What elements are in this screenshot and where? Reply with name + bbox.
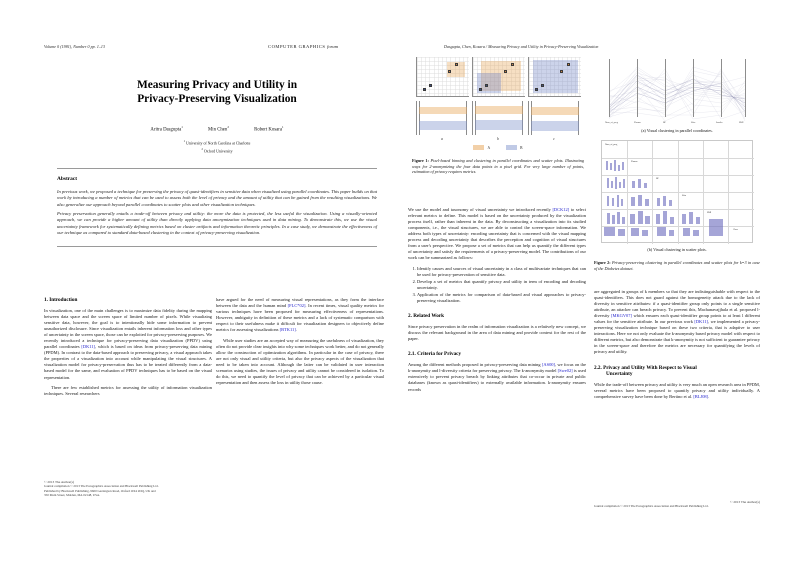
col2-paragraph-2: While user studies are an accepted way of measuring the usefulness of visualization, they often do not provide clear insights into why some techniques work better, and do not generally allow the construction of optimization algorithms. In particular in the case of privacy, there are not only visual and utility criteria, but also the privacy aspects of the visualization that need to be taken into account. Although the latter can be validated in user interaction scenarios using studies, the issues of privacy and utility cannot be considered in isolation. To do this, we need to quantify the level of privacy that can be achieved by a particular visual representation and then assess the loss in utility those cause. [216,337,384,386]
splom-mark [696,217,700,224]
splom-mark [611,181,613,188]
splom-mark [638,211,643,224]
journal-name-main: COMPUTER GRAPHICS [268,44,326,49]
pc-axis [721,59,722,117]
legend-swatch-icon [506,145,517,150]
figure-2-label: Figure 2: [594,260,611,265]
author-affil-mark: 1 [281,125,284,129]
splom-mark [618,165,620,171]
figure-1-caption [412,158,584,175]
heading-introduction: 1. Introduction [44,297,78,303]
splom-mark [619,182,621,188]
figure-1-panel-label: c [553,137,555,141]
abstract-paragraph: In previous work, we proposed a technique for preserving the privacy of quasi-identifiers in sensitive data when visualized using parallel coordinates. This paper builds on that work by introducing a number of metrics that can be used to assess both the level of privacy and the amount of utility that can be gained from the resulting visualizations. We also generalize our approach beyond parallel coordinates to scatter plots and other visualization techniques. [57,189,377,207]
splom-mark [622,162,624,170]
splom-axis-label: Plasma [631,161,638,163]
pc-axis-label: BP [663,122,666,124]
figure-1-panel-a [416,57,469,141]
cluster-ribbon-blue [475,120,523,130]
splom-axis-label: BP [656,178,659,180]
heading-criteria-for-privacy: 2.1. Criteria for Privacy [408,351,462,358]
data-point [567,63,570,66]
affiliation-list [44,139,390,154]
column-four [594,289,760,404]
column-one [44,297,212,402]
abstract-heading: Abstract [57,176,78,182]
splom-mark [669,200,672,206]
splom-mark [689,212,693,224]
figure-2 [594,57,760,271]
splom-mark [618,229,625,236]
parallel-coordinates-c [528,101,581,135]
data-point [448,70,451,73]
cluster-ribbon-orange [475,106,523,114]
footer-line: Published by Blackwell Publishing, 9600 Garsington Road, Oxford OX4 2DQ, UK and [44,488,156,493]
figure-2-caption-text: Privacy-preserving clustering in parallel coordinates and scatter plots for k=3 in case of the Diabetes dataset. [594,260,760,271]
splom-mark [656,214,660,224]
criteria-paragraph [408,362,586,392]
splom-mark [621,199,623,206]
criteria-text-c: is used extensively to prevent privacy breach by linking attributes that co-occur in private and public databases (known as quasi-identifiers) to externally available information. k-anonymity ensures records [408,368,586,392]
splom-mark [604,227,615,236]
splom-mark [623,179,625,188]
citation-btk11[interactable]: [BTK11] [279,327,296,333]
pc-axis [693,59,694,117]
citation-swe02[interactable]: [Swe02] [557,368,573,374]
parallel-coordinates-a [416,101,469,135]
data-point [423,88,426,91]
splom-mark [644,183,647,188]
splom-mark [606,161,608,170]
splom-mark [657,227,666,236]
splom-mark [638,195,642,206]
journal-volume-line: Volume 0 (1981), Number 0 pp. 1–13 [44,44,106,49]
abstract-paragraph: Privacy preservation generally entails a trade-off between privacy and utility: the more the data is protected, the less useful the visualization. Using a visually-oriented approach, we can provide a higher amount of utility than directly applying data anonymization techniques used in data mining. To demonstrate this, we use the visual uncertainty framework for systematically defining metrics based on cluster artifacts and information theoretic principles. In a case study, we demonstrate the effectiveness of our technique as compared to standard data-based clustering in the context of privacy-preserving visualization. [57,211,377,236]
parallel-coordinates-b [472,101,525,135]
grid-line [652,141,653,244]
cluster-band-blue [533,60,578,93]
splom-mark [663,196,666,206]
affil-mark: 1 [183,140,186,143]
splom-mark [645,199,649,206]
citation-blj08[interactable]: [BLJ08] [693,393,709,399]
footer-line: Journal compilation © 2013 The Eurographics Association and Blackwell Publishing Ltd. [44,484,159,489]
citation-dk11[interactable]: [DK11] [694,319,709,325]
figure-2a-subcaption: (a) Visual clustering in parallel coordinates. [641,128,713,133]
affil-text: University of North Carolina at Charlotte [186,141,251,146]
splom-mark [607,196,609,206]
figure-1-label: Figure 1: [412,158,429,163]
pc-axis [609,59,610,117]
splom-mark [670,217,674,224]
citation-dk11[interactable]: [DK11] [81,344,96,350]
legend-swatch-icon [473,145,484,150]
col3-paragraph-1 [408,207,586,261]
pc-axis-label: Skin [691,122,696,124]
splom-mark [617,212,620,224]
splom-mark [657,198,660,206]
col2-text-c: . [295,327,297,333]
pc-axis [637,59,638,117]
pc-axis-label: Num_of_preg [605,122,618,124]
heading-line-2: Uncertainty [606,370,633,377]
citation-mkgv07[interactable]: [MKGV07] [611,313,632,319]
splom-mark [632,181,635,188]
splom-mark [642,230,648,236]
splom-mark [631,228,639,236]
criteria-text-a: Among the different methods proposed in privacy-preserving data mining [408,362,542,368]
pc-axis [745,59,746,117]
author-entry [208,125,229,133]
figure-1-panel-label: b [497,137,499,141]
title-line-2: Privacy-Preserving Visualization [137,93,297,105]
pc-axis [665,59,666,117]
splom-mark [612,215,615,224]
splom-mark [612,198,614,206]
col4-paragraph-2 [594,382,760,400]
data-point [455,63,458,66]
splom-mark [607,213,610,224]
splom-axis-label: Skin [682,195,687,197]
data-point [429,84,432,87]
heading-related-work: 2. Related Work [408,313,445,320]
page-title [44,78,390,106]
author-entry [254,125,283,133]
figure-2-caption [594,260,760,271]
figure-1 [412,57,584,175]
splom-mark [615,177,617,189]
column-two [216,297,384,391]
col4-text-a: are aggregated in groups of k members so that they are indistinguishable with respect to the quasi-identifiers. This does not guard against the homogeneity attack due to the lack of diversity in sensitive attributes: if a quasi-identifier group only points to a single sensitive attribute, an attacker can breach privacy. To prevent this, Machanavajjhala et al. proposed l-diversity [594,289,760,319]
splom-mark [614,160,616,171]
citation-dck12[interactable]: [DCK12] [552,207,570,212]
abstract-block [57,168,377,247]
splom-mark [622,217,625,224]
splom-mark [631,197,635,206]
pc-lines [603,57,751,124]
footer-line: Journal compilation © 2013 The Eurographics Association and Blackwell Publishing Ltd. [594,504,709,509]
pc-axis-label: Insulin [716,122,723,124]
col4-text-c: , we implemented a privacy-preserving visualization technique based on these two criteria, that is adaptive to user interactions. Here we not only evaluate the k-anonymity based privacy model with respect to different metrics, but also demonstrate that k-anonymity is not sufficient to guarantee privacy in the screen-space and therefore the metrics are necessary for quantifying the levels of privacy and utility. [594,319,760,355]
pc-axis-label: BMI [739,122,744,124]
col3-text-b: to select relevant metrics to define. This model is based on the uncertainty produced by the visualization process itself, rather than inherent in the data. By deconstructing a visualization into its studied components, i.e., the visual structures, we are able to control the screen-space information. We address both types of uncertainty: encoding uncertainty that is concerned with the visual mapping process and decoding uncertainty that describes the perception and cognition of visual structures from a user's perspective. We propose a set of metrics that can help us quantify the different types of uncertainty and satisfy the requirements of a privacy-preserving model. The contributions of our work can be summarized as follows: [408,207,586,261]
figure-1-caption-text: Pixel-based binning and clustering in parallel coordinates and scatter plots. Illustrating ways for 2-anonymizing the four data points in a pixel grid. For very large number of points, estimation of privacy requires metrics. [412,158,584,175]
splom-mark [617,195,619,207]
data-point [485,84,488,87]
list-item: 3. Application of the metrics for comparison of data-based and visual approaches to privacy-preserving visualization. [417,292,586,304]
affiliation-entry [44,139,390,147]
related-work-paragraph: Since privacy preservation in the realm of information visualization is a relatively new concept, we discuss the relevant background in the area of data mining and provide context for the rest of the paper. [408,324,586,342]
affil-text: Oxford University [203,149,233,153]
legend-label: A [487,145,491,150]
parallel-coordinates-diabetes [603,57,751,124]
splom-mark [669,230,674,236]
cluster-ribbon-orange [419,107,467,114]
footer-right [594,500,760,509]
legend-label: B [520,145,523,150]
splom-mark [607,178,609,188]
author-affil-mark: 1 [181,125,183,129]
data-point [560,70,563,73]
col2-text-b: . In recent times, visual quality metrics for various techniques have been proposed for measuring effectiveness of representations. However, ambiguity in definition of these metrics and a lack of systematic comparison with respect to their usefulness make it difficult for visualization designers to objectively define metrics for assessing visualizations [216,303,384,333]
intro-paragraph-2: There are few established metrics for assessing the utility of information visualization techniques. Several researchers [44,385,212,397]
grid-line [678,141,679,244]
citation-flc02[interactable]: [FLC*02] [287,303,306,309]
author-entry [150,125,182,133]
figure-1-panel-label: a [441,137,443,141]
splom-mark [693,230,699,236]
intro-text-a: In visualization, one of the main challenges is to maximize data fidelity during the mapping between data space and the screen space of limited number of pixels. While visualizing sensitive data, however, the goal is to intentionally hide some information to prevent unauthorized disclosure. Since visualization entails inherent information loss and other types of uncertainty in the screen space, those can be exploited for privacy-preserving purposes. We recently introduced a technique for privacy-preserving data visualization (PPDV) using parallel coordinates [44,308,212,350]
intro-text-b: , which is based on ideas from privacy-preserving data mining (PPDM). In contrast to the data-based approach to preserving privacy, a visual approach takes the properties of a visualization into account while manipulating the visual structures. A visualization model for privacy-preservation thus has to be treated differently from a data-based model for the same, and evaluation of PPDV techniques has to be based on the visual representation. [44,344,212,380]
splom-axis-label: Num_of_preg [605,144,618,146]
contributions-list [408,266,586,304]
grid-line [703,141,704,244]
author-name: Aritra Dasgupta [150,127,182,133]
copyright-line: © 2013 The Author(s) [44,480,75,484]
affil-mark: 2 [201,147,203,151]
citation-as00[interactable]: [AS00] [541,362,555,368]
scatter-plot-matrix-diabetes [601,140,753,243]
criteria-text-b: , we focus on the k-anonymity and l-diversity criteria for preserving privacy. The k-anonymity model [408,362,586,374]
splom-mark [709,219,723,236]
data-point [511,63,514,66]
col4-text-b: which ensures each quasi-identifier group points to at least l different values for the sensitive attribute. In our previous work [594,313,761,325]
col4-paragraph-1 [594,289,760,356]
title-line-1: Measuring Privacy and Utility in [136,79,298,91]
affiliation-entry [44,147,390,155]
figure-1-panel-b [472,57,525,141]
col2-text-a: have argued for the need of measuring visual representations, as they form the interface between the data and the human mind [216,297,384,309]
intro-paragraph-1 [44,308,212,381]
cluster-ribbon-orange [531,107,579,115]
author-list [44,125,390,133]
splom-mark [682,214,686,224]
data-point [504,70,507,73]
figure-1-panels [412,57,584,141]
splom-axis-label: BMI [707,212,712,214]
col4-text-e: . [708,393,710,399]
cluster-ribbon-blue [531,121,579,131]
scatter-plot-c [528,57,581,97]
splom-mark [638,179,641,188]
grid-line [728,141,729,244]
scatter-plot-a [416,57,469,97]
list-item: 2. Develop a set of metrics that quantify privacy and utility in term of encoding and decoding uncertainty. [417,279,586,291]
legend-entry-b [506,145,522,150]
col4-text-d: While the trade-off between privacy and utility is very much an open research area in PPDM, several metrics have been proposed to quantify privacy and utility individually. A comprehensive survey have been done by Bertino et al. [594,381,760,399]
journal-name-italic: forum [327,44,339,49]
data-point [479,88,482,91]
col3-text-a: We use the model and taxonomy of visual uncertainty we introduced recently [408,207,553,212]
splom-mark [683,228,690,236]
column-three [408,207,586,397]
heading-line-1: 2.2. Privacy and Utility With Respect to Visual [594,364,697,371]
splom-mark [610,163,612,170]
figure-1-panel-c [528,57,581,141]
data-point [535,88,538,91]
legend-entry-a [473,145,490,150]
footer-line: 350 Main Street, Malden, MA 02148, USA. [44,493,100,498]
author-name: Min Chen [208,127,228,133]
footer-left [44,480,224,498]
journal-name [268,44,338,49]
cluster-ribbon-blue [419,121,467,130]
running-head-right: Dasgupta, Chen, Kosara / Measuring Privacy and Utility in Privacy-Preserving Visualization [444,44,599,49]
list-item: 1. Identify causes and sources of visual uncertainty in a class of multivariate techniques that can be used for privacy-preservation of sensitive data. [417,266,586,278]
figure-1-legend [412,145,584,150]
author-name: Robert Kosara [254,127,282,133]
splom-mark [645,216,650,224]
author-affil-mark: 2 [227,125,229,129]
data-point [541,84,544,87]
heading-privacy-utility-visual-uncertainty [594,365,760,377]
splom-mark [663,211,667,224]
scatter-plot-b [472,57,525,97]
splom-mark [630,214,635,224]
grid-line [627,141,628,244]
pc-axis-label: Plasma [634,122,641,124]
copyright-line: © 2013 The Author(s) [729,500,760,504]
col2-paragraph-1 [216,297,384,333]
figure-2b-subcaption: (b) Visual clustering in scatter plots. [647,247,707,252]
splom-axis-label: Class [733,229,738,231]
